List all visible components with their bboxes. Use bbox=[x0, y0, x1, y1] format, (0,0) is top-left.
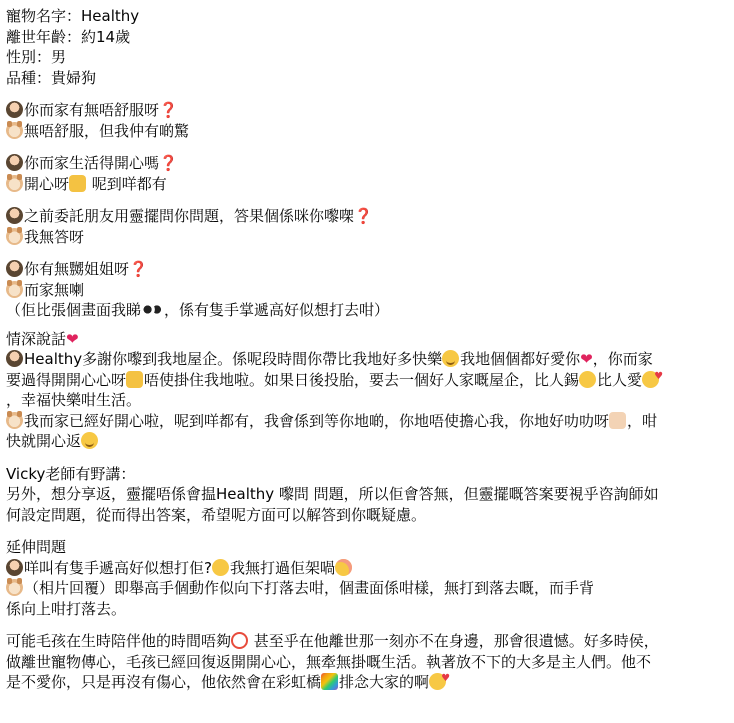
closing-3: 是不愛你，只是再沒有傷心，他依然會在彩虹橋 排念大家的啊♥ bbox=[6, 672, 734, 693]
heart-icon: ❤ bbox=[580, 350, 593, 368]
smile-icon bbox=[81, 432, 98, 449]
flush-icon bbox=[335, 559, 352, 576]
pet-reply-cont: 快就開心返 bbox=[6, 431, 734, 452]
pet-reply: 我而家已經好開心啦，呢到咩都有，我會係到等你地啲，你地唔使擔心我，你地好叻叻呀 ，咁 bbox=[6, 411, 734, 432]
extend-question: 咩叫有隻手遞高好似想打佢? 我無打過佢架喎 bbox=[6, 558, 734, 579]
qa-question-4: 你有無嬲姐姐呀❓ bbox=[6, 259, 734, 280]
person-icon bbox=[6, 260, 23, 277]
qa-question-3: 之前委託朋友用靈擺問你問題，答果個係咪你嚟㗎❓ bbox=[6, 206, 734, 227]
vicky-text-2: 何設定問題，從而得出答案，希望呢方面可以解答到你嘅疑慮。 bbox=[6, 505, 427, 524]
person-icon bbox=[6, 207, 23, 224]
kiss-icon bbox=[579, 371, 596, 388]
love-icon bbox=[429, 673, 446, 690]
rainbow-icon bbox=[321, 673, 338, 690]
heart-message: Healthy多謝你嚟到我地屋企。係呢段時間你帶比我地好多快樂 我地個個都好愛你❤，你而家 bbox=[6, 349, 734, 370]
heart-icon: ❤ bbox=[66, 329, 79, 348]
smile-icon bbox=[442, 350, 459, 367]
person-icon bbox=[6, 154, 23, 171]
eyes-icon bbox=[141, 301, 163, 318]
question-mark-icon: ❓ bbox=[159, 154, 178, 172]
person-icon bbox=[6, 559, 23, 576]
qa-answer-4: 而家無喇 bbox=[6, 280, 734, 301]
pet-name: 寵物名字：Healthy bbox=[6, 7, 140, 25]
qa-answer-3: 我無答呀 bbox=[6, 227, 734, 248]
image-note: （佢比張個畫面我睇 ，係有隻手掌遞高好似想打去咁） bbox=[6, 301, 390, 319]
extend-title: 延伸問題 bbox=[6, 538, 67, 556]
heart-message-cont: 要過得開開心心呀 唔使掛住我地啦。如果日後投胎，要去一個好人家嘅屋企，比人錫 比人愛♥ bbox=[6, 370, 734, 391]
person-icon bbox=[6, 350, 23, 367]
question-mark-icon: ❓ bbox=[129, 260, 148, 278]
pet-sex: 性別：男 bbox=[6, 48, 67, 66]
think-icon bbox=[212, 559, 229, 576]
clock-icon bbox=[231, 632, 248, 649]
pet-breed: 品種：貴婦狗 bbox=[6, 68, 97, 87]
dog-icon bbox=[6, 579, 23, 596]
qa-answer-1: 無唔舒服，但我仲有啲驚 bbox=[6, 121, 734, 142]
dog-icon bbox=[6, 228, 23, 245]
qa-answer-2: 開心呀 呢到咩都有 bbox=[6, 174, 734, 195]
love-icon bbox=[642, 371, 659, 388]
heart-message-end: ，幸福快樂咁生活。 bbox=[6, 391, 142, 409]
question-mark-icon: ❓ bbox=[354, 207, 373, 225]
heart-title: 情深說話❤ bbox=[6, 329, 79, 348]
dog-icon bbox=[6, 122, 23, 139]
vicky-text-1: 另外，想分享返，靈擺唔係會揾Healthy 嚟問 問題，所以佢會答無，但靈擺嘅答案要視乎咨詢師如 bbox=[6, 485, 659, 503]
vicky-title: Vicky老師有野講： bbox=[6, 464, 136, 483]
dog-icon bbox=[6, 281, 23, 298]
person-icon bbox=[6, 101, 23, 118]
pet-age: 離世年齡：約14歲 bbox=[6, 27, 131, 46]
dog-icon bbox=[6, 175, 23, 192]
cat-icon bbox=[69, 175, 86, 192]
extend-answer: （相片回覆）即舉高手個動作似向下打落去咁，個畫面係咁樣，無打到落去嘅，而手背 bbox=[6, 578, 734, 599]
question-mark-icon: ❓ bbox=[159, 101, 178, 119]
cat-icon bbox=[126, 371, 143, 388]
dog-icon bbox=[6, 412, 23, 429]
extend-answer-cont: 係向上咁打落去。 bbox=[6, 599, 127, 618]
closing-1: 可能毛孩在生時陪伴他的時間唔夠 甚至乎在他離世那一刻亦不在身邊，那會很遺憾。好多時侯， bbox=[6, 632, 659, 650]
qa-question-1: 你而家有無唔舒服呀❓ bbox=[6, 100, 734, 121]
thumb-icon bbox=[609, 412, 626, 429]
qa-question-2: 你而家生活得開心嗎❓ bbox=[6, 153, 734, 174]
closing-2: 做離世寵物傳心，毛孩已經回復返開開心心，無牽無掛嘅生活。執著放不下的大多是主人們。他不 bbox=[6, 652, 652, 671]
